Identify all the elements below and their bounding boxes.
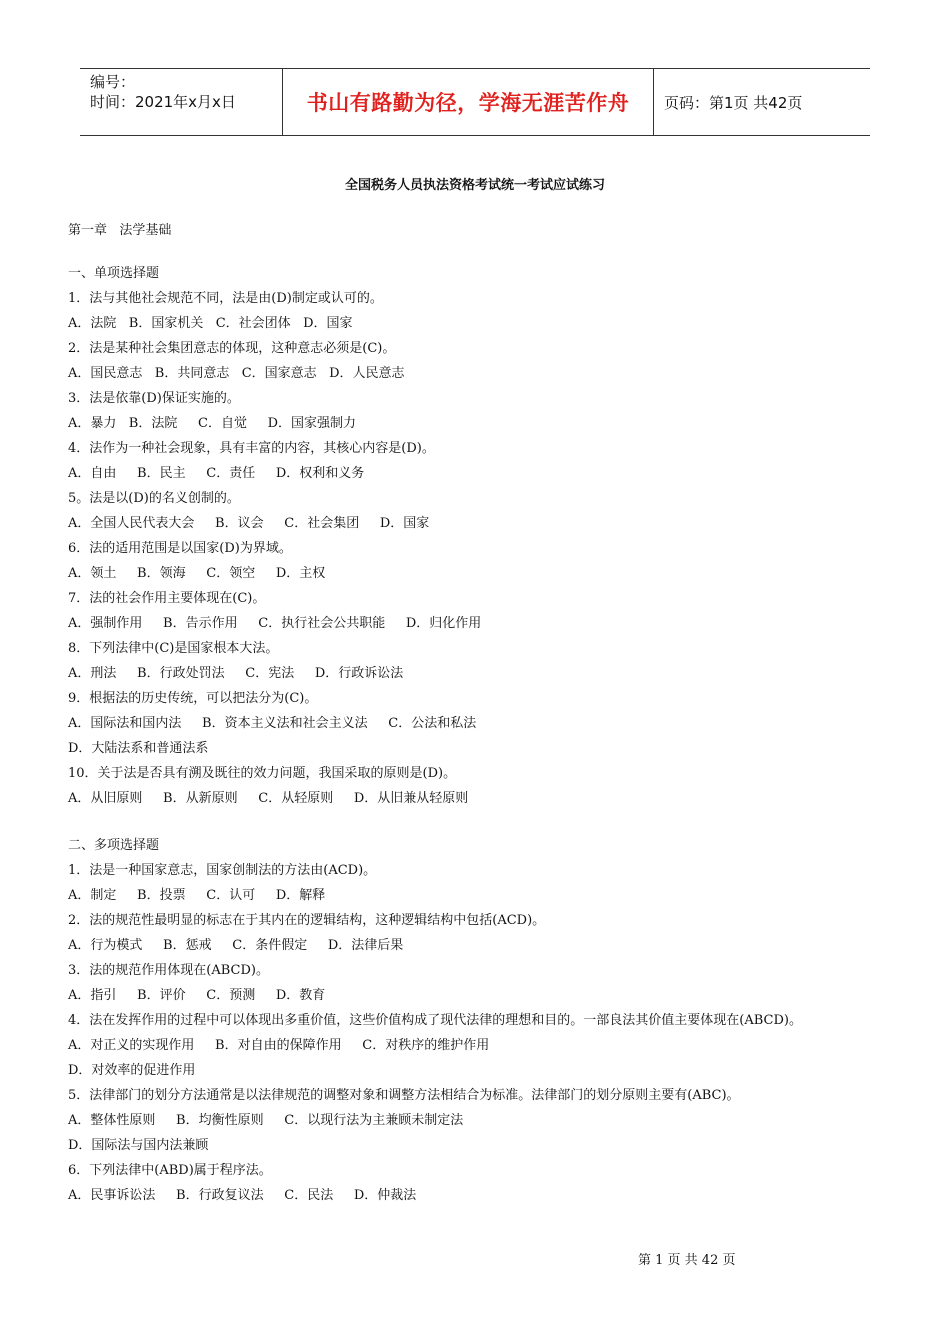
- question-line: A．领土 B．领海 C．领空 D．主权: [68, 566, 326, 581]
- question-line: A．刑法 B．行政处罚法 C．宪法 D．行政诉讼法: [68, 666, 404, 681]
- chapter-heading: 第一章 法学基础: [68, 223, 172, 238]
- question-line: A．从旧原则 B．从新原则 C．从轻原则 D．从旧兼从轻原则: [68, 791, 469, 806]
- question-line: 6．法的适用范围是以国家(D)为界域。: [68, 541, 292, 556]
- question-line: 10．关于法是否具有溯及既往的效力问题，我国采取的原则是(D)。: [68, 766, 457, 781]
- question-line: A．制定 B．投票 C．认可 D．解释: [68, 888, 326, 903]
- question-line: A．自由 B．民主 C．责任 D．权利和义务: [68, 466, 365, 481]
- header-number-label: 编号：: [90, 73, 136, 91]
- question-line: A．指引 B．评价 C．预测 D．教育: [68, 988, 326, 1003]
- question-line: 2．法的规范性最明显的标志在于其内在的逻辑结构，这种逻辑结构中包括(ACD)。: [68, 913, 546, 928]
- question-line: D．国际法与国内法兼顾: [68, 1138, 209, 1153]
- question-line: 9．根据法的历史传统，可以把法分为(C)。: [68, 691, 318, 706]
- question-line: A．全国人民代表大会 B．议会 C．社会集团 D．国家: [68, 516, 430, 531]
- page-header: [80, 68, 870, 136]
- document-title: 全国税务人员执法资格考试统一考试应试练习: [344, 178, 605, 193]
- question-line: A．暴力 B．法院 C．自觉 D．国家强制力: [68, 416, 357, 431]
- section-heading: 二、多项选择题: [68, 838, 160, 853]
- question-line: 3．法的规范作用体现在(ABCD)。: [68, 963, 269, 978]
- question-line: D．大陆法系和普通法系: [68, 741, 209, 756]
- question-line: A．民事诉讼法 B．行政复议法 C．民法 D．仲裁法: [68, 1188, 417, 1203]
- question-line: 4．法在发挥作用的过程中可以体现出多重价值，这些价值构成了现代法律的理想和目的。一部良法其价值主要体现在(ABCD)。: [68, 1013, 802, 1028]
- question-line: A．国际法和国内法 B．资本主义法和社会主义法 C．公法和私法: [68, 716, 477, 731]
- question-line: A．强制作用 B．告示作用 C．执行社会公共职能 D．归化作用: [68, 616, 482, 631]
- header-time-label: 时间：2021年x月x日: [90, 93, 236, 111]
- question-line: 2．法是某种社会集团意志的体现，这种意志必须是(C)。: [68, 341, 396, 356]
- document-body: [68, 266, 888, 1213]
- question-line: A．对正义的实现作用 B．对自由的保障作用 C．对秩序的维护作用: [68, 1038, 490, 1053]
- question-line: D．对效率的促进作用: [68, 1063, 196, 1078]
- section-heading: 一、单项选择题: [68, 266, 160, 281]
- question-line: 6．下列法律中(ABD)属于程序法。: [68, 1163, 272, 1178]
- question-line: 3．法是依靠(D)保证实施的。: [68, 391, 240, 406]
- question-line: 5．法律部门的划分方法通常是以法律规范的调整对象和调整方法相结合为标准。法律部门的划分原则主要有(ABC)。: [68, 1088, 740, 1103]
- question-line: A．国民意志 B．共同意志 C．国家意志 D．人民意志: [68, 366, 405, 381]
- header-motto: 书山有路勤为径，学海无涯苦作舟: [282, 69, 654, 135]
- page-footer: 第 1 页 共 42 页: [638, 1253, 736, 1268]
- section-single-choice: [68, 266, 888, 816]
- question-line: 4．法作为一种社会现象，具有丰富的内容，其核心内容是(D)。: [68, 441, 435, 456]
- question-line: 1．法与其他社会规范不同，法是由(D)制定或认可的。: [68, 291, 383, 306]
- question-line: 1．法是一种国家意志，国家创制法的方法由(ACD)。: [68, 863, 377, 878]
- question-line: 5。法是以(D)的名义创制的。: [68, 491, 240, 506]
- question-line: A．行为模式 B．惩戒 C．条件假定 D．法律后果: [68, 938, 404, 953]
- section-multiple-choice: [68, 838, 888, 1213]
- question-line: 7．法的社会作用主要体现在(C)。: [68, 591, 266, 606]
- question-line: A．法院 B．国家机关 C．社会团体 D．国家: [68, 316, 353, 331]
- header-meta-cell: [80, 69, 282, 135]
- question-line: 8．下列法律中(C)是国家根本大法。: [68, 641, 279, 656]
- header-page-info: 页码：第1页 共42页: [664, 93, 803, 112]
- question-line: A．整体性原则 B．均衡性原则 C．以现行法为主兼顾未制定法: [68, 1113, 464, 1128]
- section-spacer: [68, 816, 888, 838]
